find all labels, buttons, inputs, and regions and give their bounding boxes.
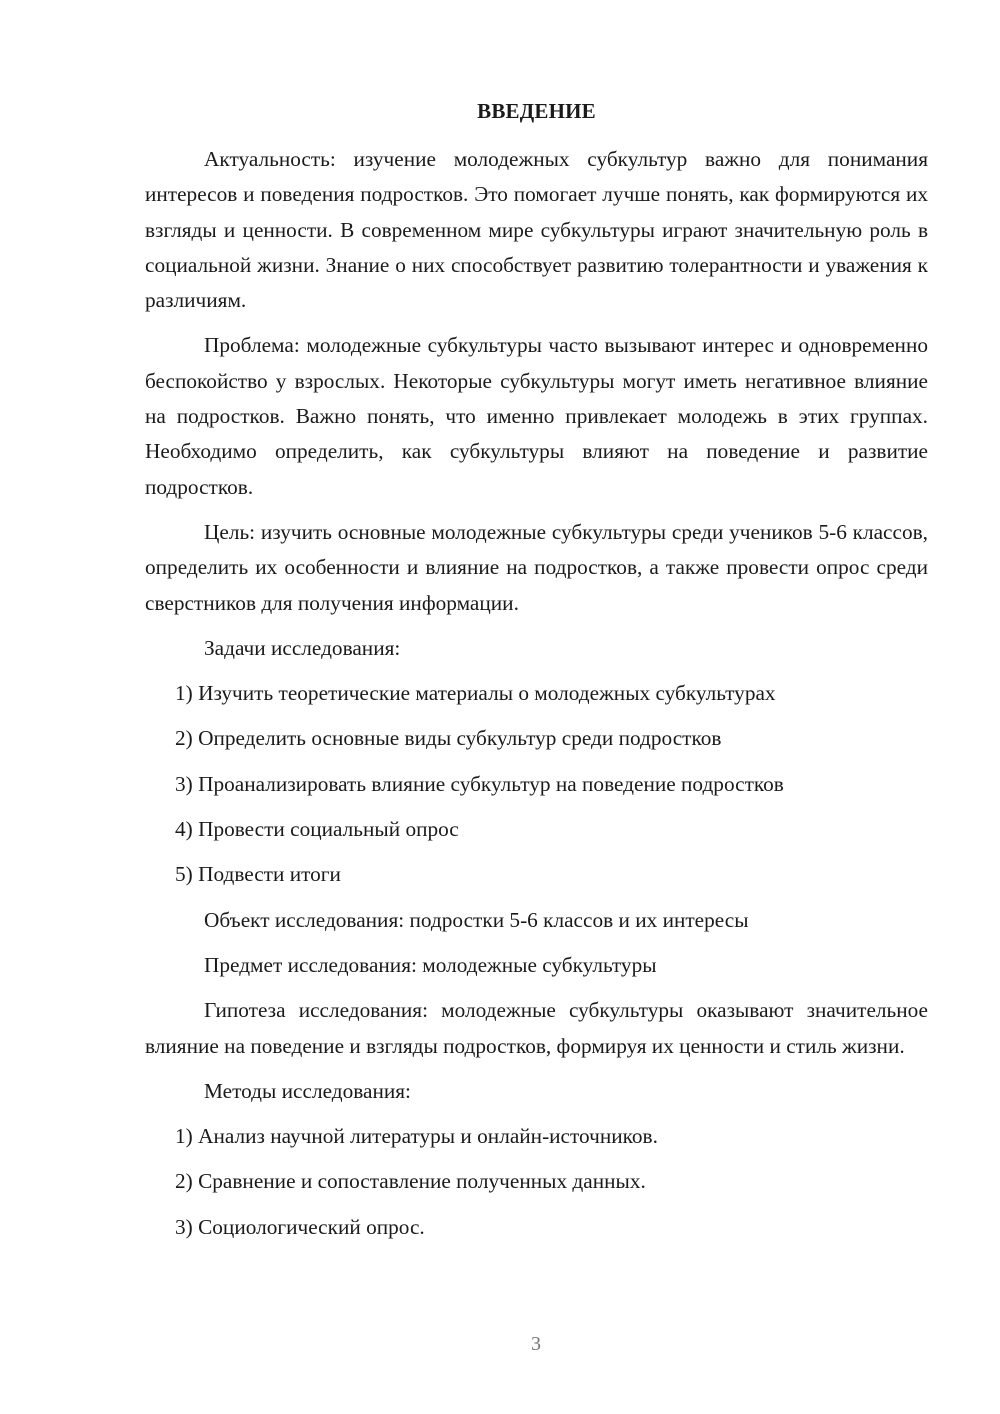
task-item-5: 5) Подвести итоги: [175, 862, 341, 887]
tasks-heading: Задачи исследования:: [204, 635, 401, 660]
task-item-3: 3) Проанализировать влияние субкультур на поведение подростков: [175, 771, 784, 796]
methods-heading: Методы исследования:: [204, 1078, 411, 1103]
page-number: 3: [531, 1333, 541, 1355]
method-item-1: 1) Анализ научной литературы и онлайн-источников.: [175, 1124, 658, 1149]
task-item-1: 1) Изучить теоретические материалы о молодежных субкультурах: [175, 681, 776, 706]
research-subject: Предмет исследования: молодежные субкультуры: [204, 952, 657, 977]
document-page: [145, 96, 928, 1255]
goal-paragraph: Цель: изучить основные молодежные субкультуры среди учеников 5-6 классов, определить их особенности и влияние на подростков, а также провести опрос среди сверстников для получения информации.: [145, 519, 928, 615]
hypothesis-paragraph: Гипотеза исследования: молодежные субкультуры оказывают значительное влияние на поведение и взгляды подростков, формируя их ценности и стиль жизни.: [145, 998, 928, 1058]
relevance-paragraph: Актуальность: изучение молодежных субкультур важно для понимания интересов и поведения подростков. Это помогает лучше понять, как формируются их взгляды и ценности. В современном мире субкультуры играют значительную роль в социальной жизни. Знание о них способствует развитию толерантности и уважения к различиям.: [145, 147, 928, 313]
problem-paragraph: Проблема: молодежные субкультуры часто вызывают интерес и одновременно беспокойство у взрослых. Некоторые субкультуры могут иметь негативное влияние на подростков. Важно понять, что именно привлекает молодежь в этих группах. Необходимо определить, как субкультуры влияют на поведение и развитие подростков.: [145, 333, 928, 499]
research-object: Объект исследования: подростки 5-6 классов и их интересы: [204, 907, 749, 932]
method-item-3: 3) Социологический опрос.: [175, 1214, 425, 1239]
page-title: ВВЕДЕНИЕ: [477, 99, 596, 123]
task-item-4: 4) Провести социальный опрос: [175, 817, 459, 842]
method-item-2: 2) Сравнение и сопоставление полученных данных.: [175, 1169, 646, 1194]
task-item-2: 2) Определить основные виды субкультур среди подростков: [175, 726, 722, 751]
